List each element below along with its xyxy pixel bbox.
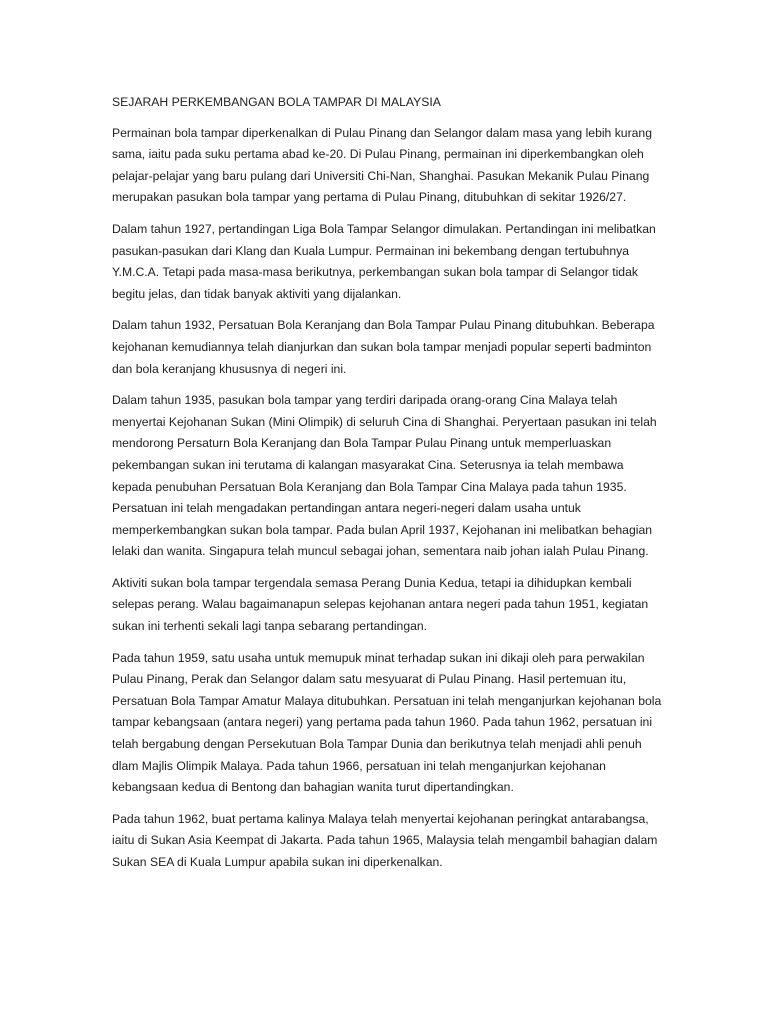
paragraph-3: Dalam tahun 1932, Persatuan Bola Keranjang dan Bola Tampar Pulau Pinang ditubuhkan. Beberapa kejohanan kemudiannya telah dianjurkan dan sukan bola tampar menjadi popular seperti badminton dan bola keranjang khususnya di negeri ini. [112,318,655,376]
paragraph-4: Dalam tahun 1935, pasukan bola tampar yang terdiri daripada orang-orang Cina Malaya telah menyertai Kejohanan Sukan (Mini Olimpik) di seluruh Cina di Shanghai. Peryertaan pasukan ini telah mendorong Persaturn Bola Keranjang dan Bola Tampar Pulau Pinang untuk memperluaskan pekembangan sukan ini terutama di kalangan masyarakat Cina. Seterusnya ia telah membawa kepada penubuhan Persatuan Bola Keranjang dan Bola Tampar Cina Malaya pada tahun 1935. Persatuan ini telah mengadakan pertandingan antara negeri-negeri dalam usaha untuk memperkembangkan sukan bola tampar. Pada bulan April 1937, Kejohanan ini melibatkan behagian lelaki dan wanita. Singapura telah muncul sebagai johan, sementara naib johan ialah Pulau Pinang. [112,393,657,559]
document-title: SEJARAH PERKEMBANGAN BOLA TAMPAR DI MALAYSIA [112,95,441,109]
document-page [112,92,662,884]
paragraph-1: Permainan bola tampar diperkenalkan di Pulau Pinang dan Selangor dalam masa yang lebih kurang sama, iaitu pada suku pertama abad ke-20. Di Pulau Pinang, permainan ini diperkembangkan oleh pelajar-pelajar yang baru pulang dari Universiti Chi-Nan, Shanghai. Pasukan Mekanik Pulau Pinang merupakan pasukan bola tampar yang pertama di Pulau Pinang, ditubuhkan di sekitar 1926/27. [112,125,652,205]
paragraph-6: Pada tahun 1959, satu usaha untuk memupuk minat terhadap sukan ini dikaji oleh para perwakilan Pulau Pinang, Perak dan Selangor dalam satu mesyuarat di Pulau Pinang. Hasil pertemuan itu, Persatuan Bola Tampar Amatur Malaya ditubuhkan. Persatuan ini telah menganjurkan kejohanan bola tampar kebangsaan (antara negeri) yang pertama pada tahun 1960. Pada tahun 1962, persatuan ini telah bergabung dengan Persekutuan Bola Tampar Dunia dan berikutnya telah menjadi ahli penuh dlam Majlis Olimpik Malaya. Pada tahun 1966, persatuan ini telah menganjurkan kejohanan kebangsaan kedua di Bentong dan bahagian wanita turut dipertandingkan. [112,650,662,795]
paragraph-5: Aktiviti sukan bola tampar tergendala semasa Perang Dunia Kedua, tetapi ia dihidupkan kembali selepas perang. Walau bagaimanapun selepas kejohanan antara negeri pada tahun 1951, kegiatan sukan ini terhenti sekali lagi tanpa sebarang pertandingan. [112,575,649,634]
paragraph-7: Pada tahun 1962, buat pertama kalinya Malaya telah menyertai kejohanan peringkat antarabangsa, iaitu di Sukan Asia Keempat di Jakarta. Pada tahun 1965, Malaysia telah mengambil bahagian dalam Sukan SEA di Kuala Lumpur apabila sukan ini diperkenalkan. [112,811,658,869]
paragraph-2: Dalam tahun 1927, pertandingan Liga Bola Tampar Selangor dimulakan. Pertandingan ini melibatkan pasukan-pasukan dari Klang dan Kuala Lumpur. Permainan ini bekembang dengan tertubuhnya Y.M.C.A. Tetapi pada masa-masa berikutnya, perkembangan sukan bola tampar di Selangor tidak begitu jelas, dan tidak banyak aktiviti yang dijalankan. [112,221,656,301]
